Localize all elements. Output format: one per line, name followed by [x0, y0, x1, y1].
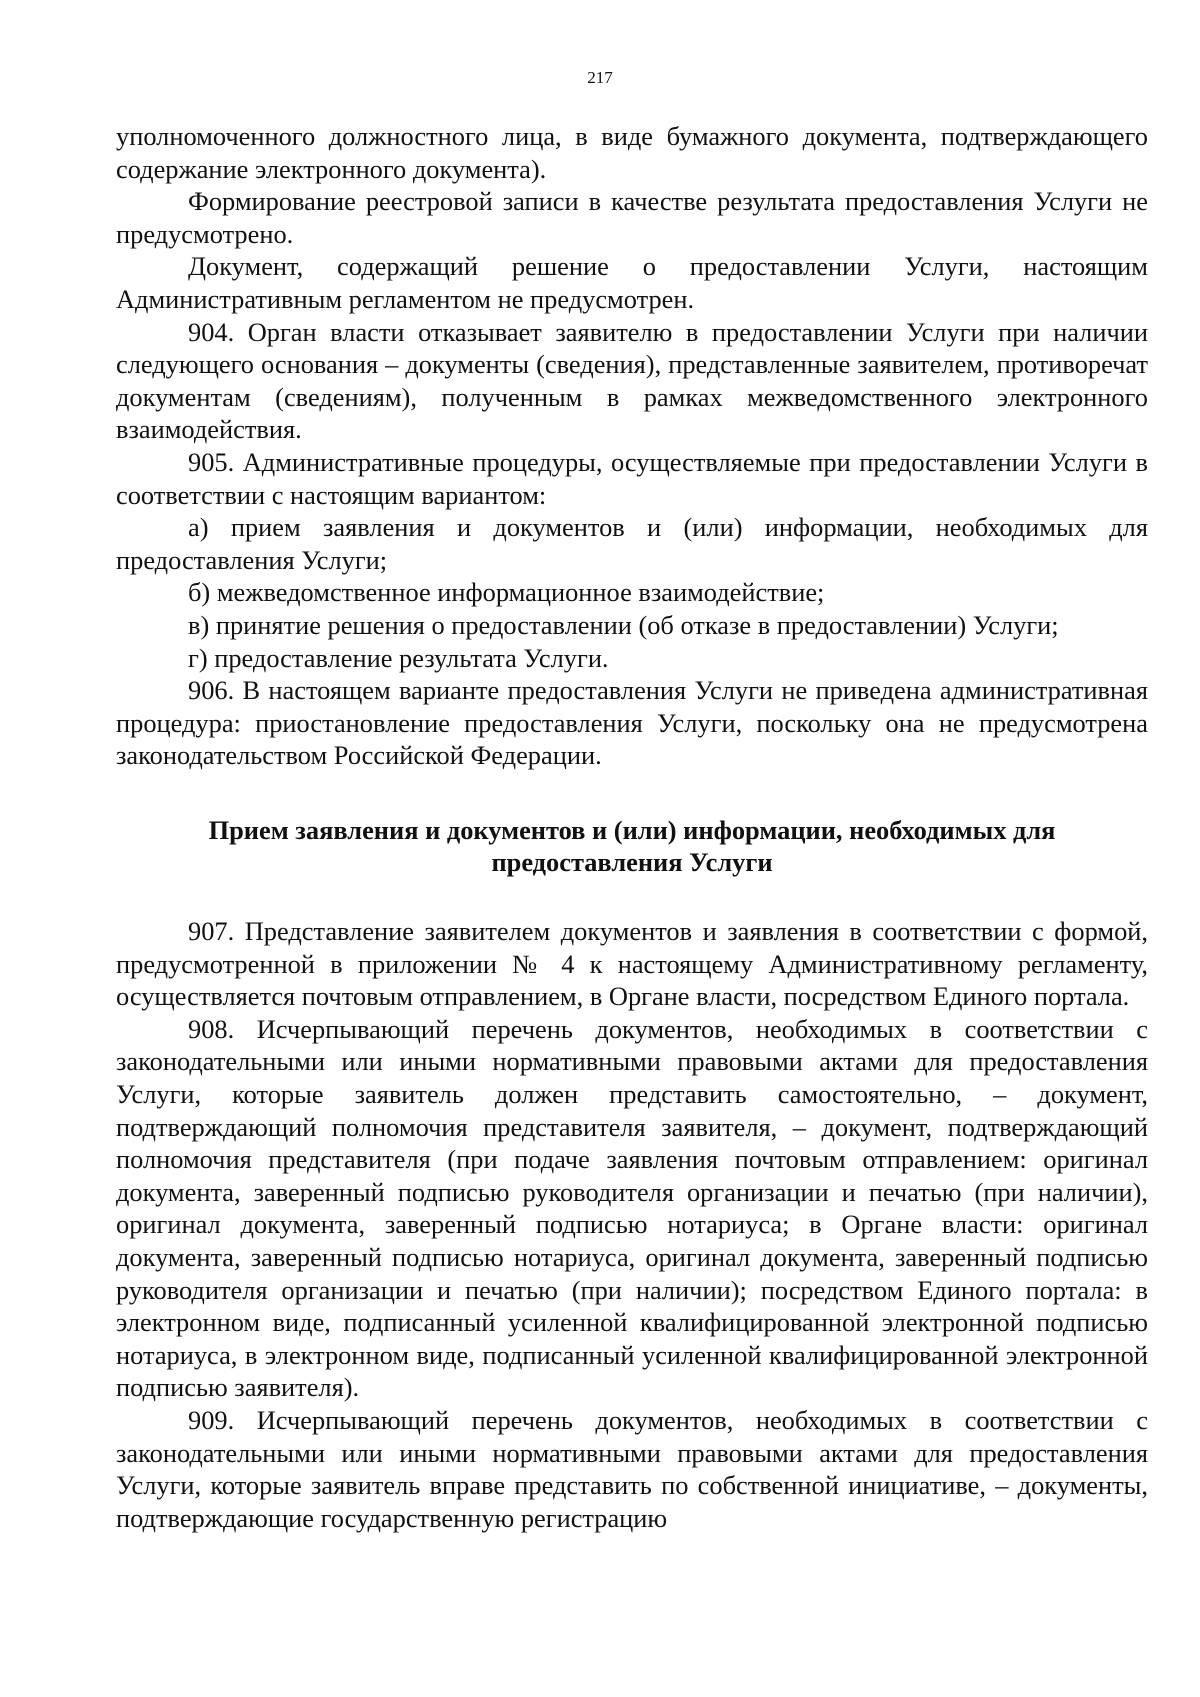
paragraph-continuation: уполномоченного должностного лица, в виде бумажного документа, подтверждающего содержание электронного документа). [116, 121, 1148, 184]
page-number: 217 [587, 68, 613, 87]
section-heading: Прием заявления и документов и (или) информации, необходимых для предоставления Услуги [208, 814, 1056, 878]
paragraph-decision-document: Документ, содержащий решение о предоставлении Услуги, настоящим Административным регламентом не предусмотрен. [116, 251, 1148, 314]
paragraph-registry-entry: Формирование реестровой записи в качестве результата предоставления Услуги не предусмотрено. [116, 186, 1148, 249]
list-item-b: б) межведомственное информационное взаимодействие; [188, 577, 825, 608]
paragraph-906: 906. В настоящем варианте предоставления Услуги не приведена административная процедура: приостановление предоставления Услуги, поскольку она не предусмотрена законодательством Российской Федерации. [116, 675, 1148, 771]
list-item-v: в) принятие решения о предоставлении (об отказе в предоставлении) Услуги; [188, 609, 1059, 640]
document-body [116, 120, 1148, 1534]
list-item-a: а) прием заявления и документов и (или) информации, необходимых для предоставления Услуги; [116, 512, 1148, 575]
paragraph-907: 907. Представление заявителем документов и заявления в соответствии с формой, предусмотренной в приложении № 4 к настоящему Административному регламенту, осуществляется почтовым отправлением, в Органе власти, посредством Единого портала. [116, 916, 1148, 1012]
paragraph-905: 905. Административные процедуры, осуществляемые при предоставлении Услуги в соответствии с настоящим вариантом: [116, 446, 1148, 510]
paragraph-904: 904. Орган власти отказывает заявителю в предоставлении Услуги при наличии следующего основания – документы (сведения), представленные заявителем, противоречат документам (сведениям), полученным в рамках межведомственного электронного взаимодействия. [116, 316, 1148, 445]
paragraph-909: 909. Исчерпывающий перечень документов, необходимых в соответствии с законодательными или иными нормативными правовыми актами для предоставления Услуги, которые заявитель вправе представить по собственной инициативе, – документы, подтверждающие государственную регистрацию [116, 1404, 1148, 1533]
paragraph-908: 908. Исчерпывающий перечень документов, необходимых в соответствии с законодательными или иными нормативными правовыми актами для предоставления Услуги, которые заявитель должен представить самостоятельно, – документ, подтверждающий полномочия представителя заявителя, – документ, подтверждающий полномочия представителя (при подаче заявления почтовым отправлением: оригинал документа, заверенный подписью руководителя организации и печатью (при наличии), оригинал документа, заверенный подписью нотариуса; в Органе власти: оригинал документа, заверенный подписью нотариуса, оригинал документа, заверенный подписью руководителя организации и печатью (при наличии); посредством Единого портала: в электронном виде, подписанный усиленной квалифицированной электронной подписью нотариуса, в электронном виде, подписанный усиленной квалифицированной электронной подписью заявителя). [116, 1013, 1148, 1403]
list-item-g: г) предоставление результата Услуги. [188, 642, 609, 673]
